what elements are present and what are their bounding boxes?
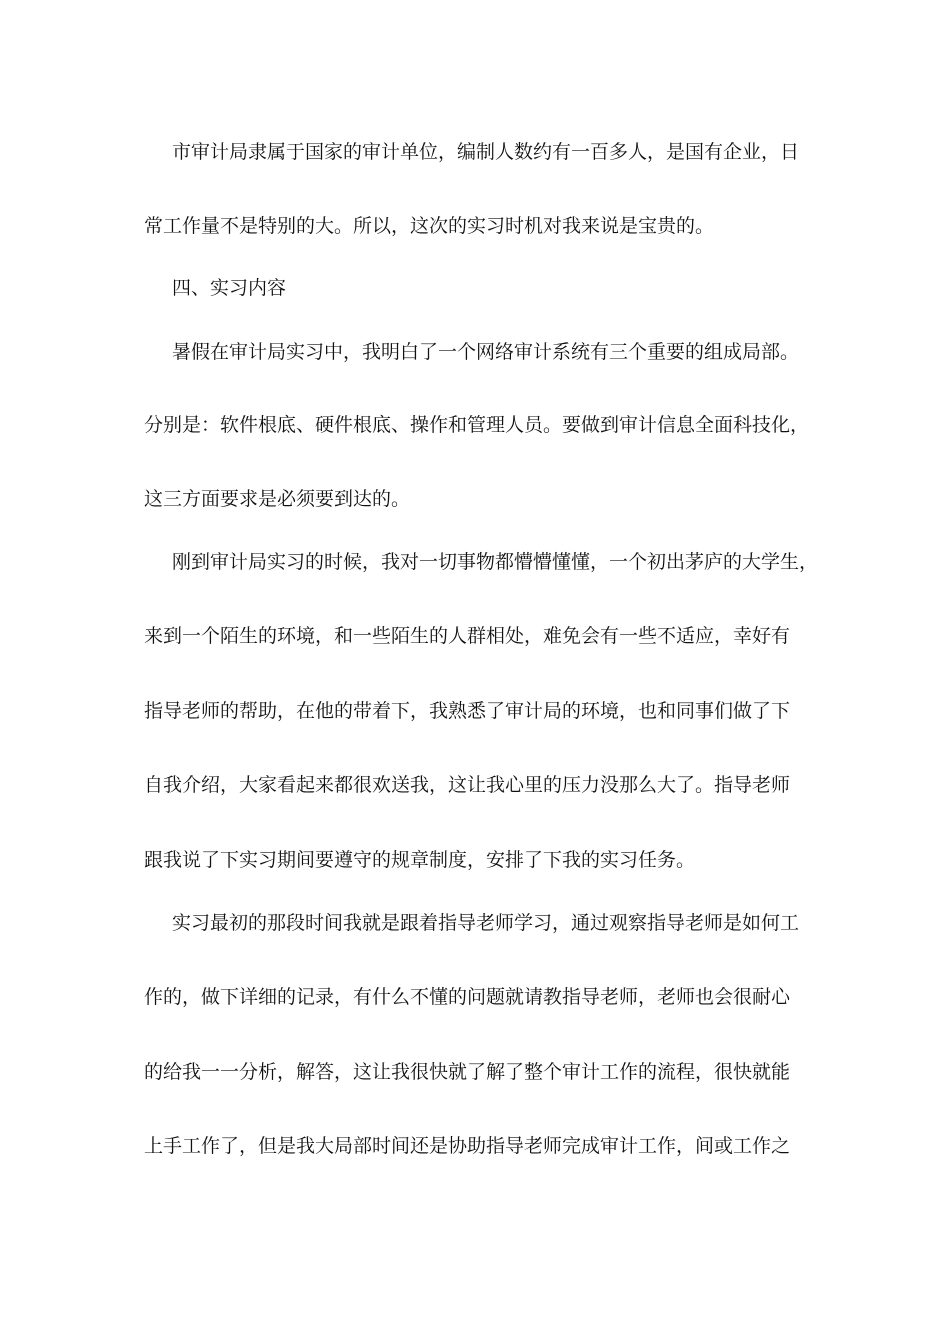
paragraph-line: 暑假在审计局实习中，我明白了一个网络审计系统有三个重要的组成局部。 xyxy=(172,341,800,363)
paragraph-line: 刚到审计局实习的时候，我对一切事物都懵懵懂懂，一个初出茅庐的大学生， xyxy=(172,551,819,573)
paragraph-line: 自我介绍，大家看起来都很欢送我，这让我心里的压力没那么大了。指导老师 xyxy=(144,774,791,796)
paragraph-line: 实习最初的那段时间我就是跟着指导老师学习，通过观察指导老师是如何工 xyxy=(172,912,800,934)
paragraph-line: 市审计局隶属于国家的审计单位，编制人数约有一百多人，是国有企业，日 xyxy=(172,141,800,163)
paragraph-line: 常工作量不是特别的大。所以，这次的实习时机对我来说是宝贵的。 xyxy=(144,215,715,237)
paragraph-line: 来到一个陌生的环境，和一些陌生的人群相处，难免会有一些不适应，幸好有 xyxy=(144,625,791,647)
paragraph-line: 作的，做下详细的记录，有什么不懂的问题就请教指导老师，老师也会很耐心 xyxy=(144,986,791,1008)
paragraph-line: 的给我一一分析，解答，这让我很快就了解了整个审计工作的流程，很快就能 xyxy=(144,1061,791,1083)
paragraph-line: 这三方面要求是必须要到达的。 xyxy=(144,488,411,510)
paragraph-line: 跟我说了下实习期间要遵守的规章制度，安排了下我的实习任务。 xyxy=(144,849,696,871)
paragraph-line: 分别是：软件根底、硬件根底、操作和管理人员。要做到审计信息全面科技化， xyxy=(144,414,810,436)
section-heading: 四、实习内容 xyxy=(172,277,287,299)
paragraph-line: 指导老师的帮助，在他的带着下，我熟悉了审计局的环境，也和同事们做了下 xyxy=(144,700,791,722)
paragraph-line: 上手工作了，但是我大局部时间还是协助指导老师完成审计工作，间或工作之 xyxy=(144,1135,791,1157)
